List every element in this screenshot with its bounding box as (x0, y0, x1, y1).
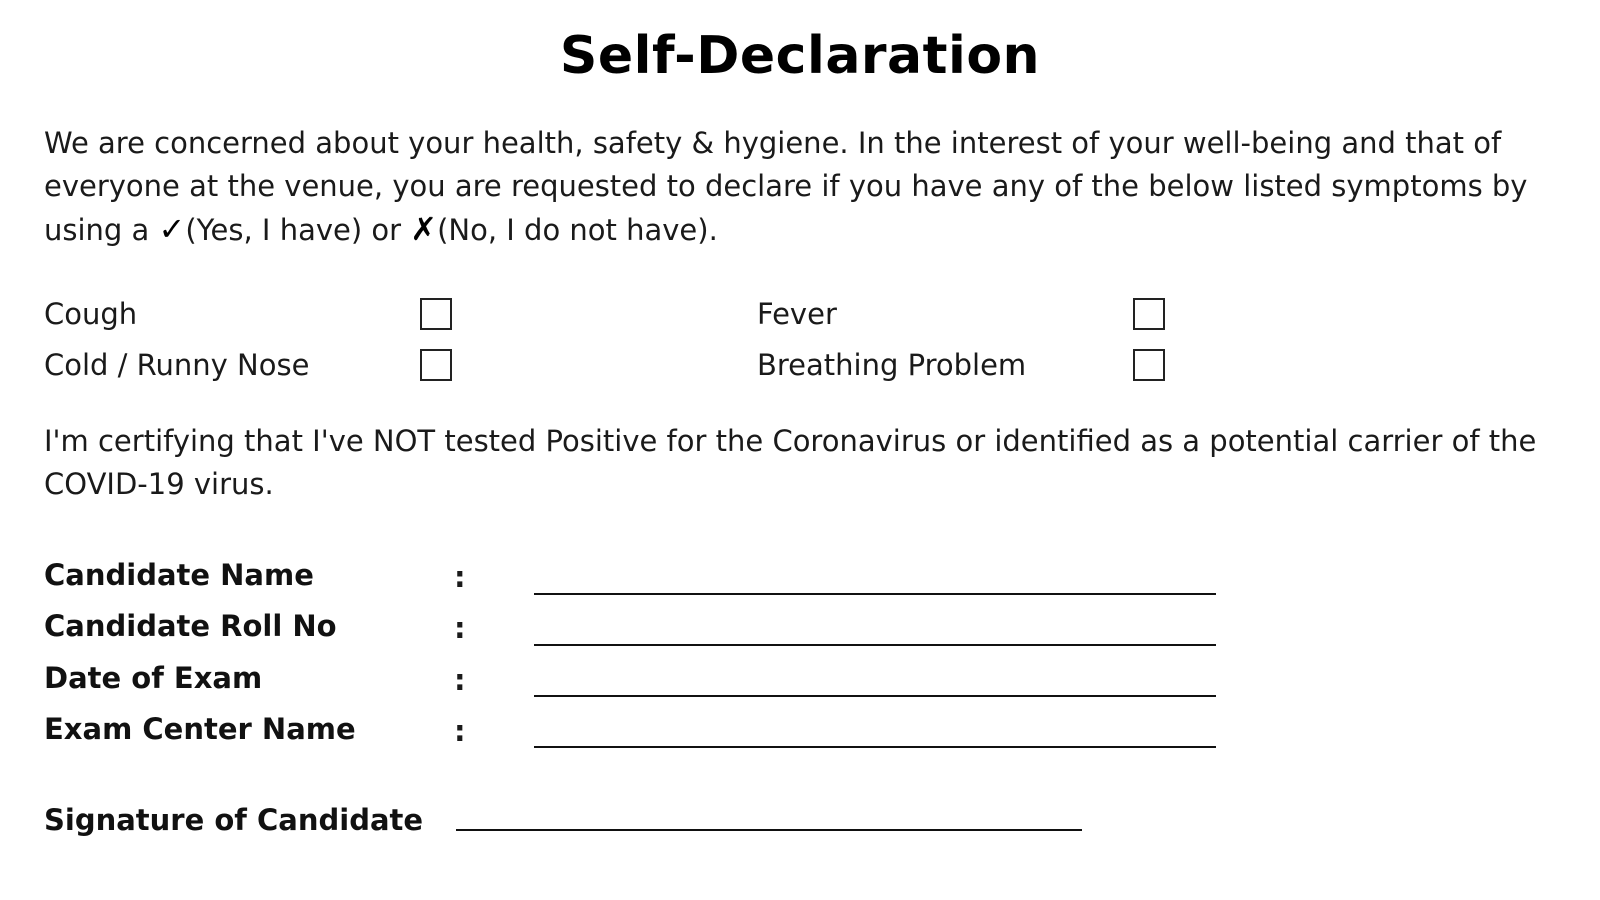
field-label-date-of-exam: Date of Exam (44, 661, 263, 695)
candidate-name-input-line[interactable] (534, 593, 1216, 595)
field-colon: : (454, 560, 466, 594)
cross-mark-icon: ✗ (410, 210, 438, 248)
symptom-checkbox-cough[interactable] (420, 298, 452, 330)
intro-text: We are concerned about your health, safety & hygiene. In the interest of your well-being and that of everyone at the venue, you are requested to declare if you have any of the below listed symptoms by using a (44, 126, 1528, 247)
symptom-label-breathing: Breathing Problem (757, 348, 1027, 382)
symptom-checkbox-cold[interactable] (420, 349, 452, 381)
field-label-roll-no: Candidate Roll No (44, 609, 337, 643)
roll-no-input-line[interactable] (534, 644, 1216, 646)
signature-line[interactable] (456, 829, 1082, 831)
intro-paragraph (44, 122, 1564, 252)
field-colon: : (454, 611, 466, 645)
symptom-checkbox-fever[interactable] (1133, 298, 1165, 330)
field-label-exam-center: Exam Center Name (44, 712, 356, 746)
intro-no-text: (No, I do not have). (437, 213, 718, 247)
certification-text: I'm certifying that I've NOT tested Positive for the Coronavirus or identified as a potential carrier of the COVID-19 virus. (44, 424, 1537, 501)
intro-yes-text: (Yes, I have) or (185, 213, 411, 247)
field-colon: : (454, 714, 466, 748)
symptom-checkbox-breathing[interactable] (1133, 349, 1165, 381)
field-label-candidate-name: Candidate Name (44, 558, 314, 592)
check-mark-icon: ✓ (158, 210, 186, 248)
symptom-label-fever: Fever (757, 297, 837, 331)
date-of-exam-input-line[interactable] (534, 695, 1216, 697)
signature-label: Signature of Candidate (44, 803, 424, 837)
page-title: Self-Declaration (559, 26, 1041, 86)
field-colon: : (454, 663, 466, 697)
symptom-label-cold: Cold / Runny Nose (44, 348, 310, 382)
symptom-label-cough: Cough (44, 297, 138, 331)
exam-center-input-line[interactable] (534, 746, 1216, 748)
